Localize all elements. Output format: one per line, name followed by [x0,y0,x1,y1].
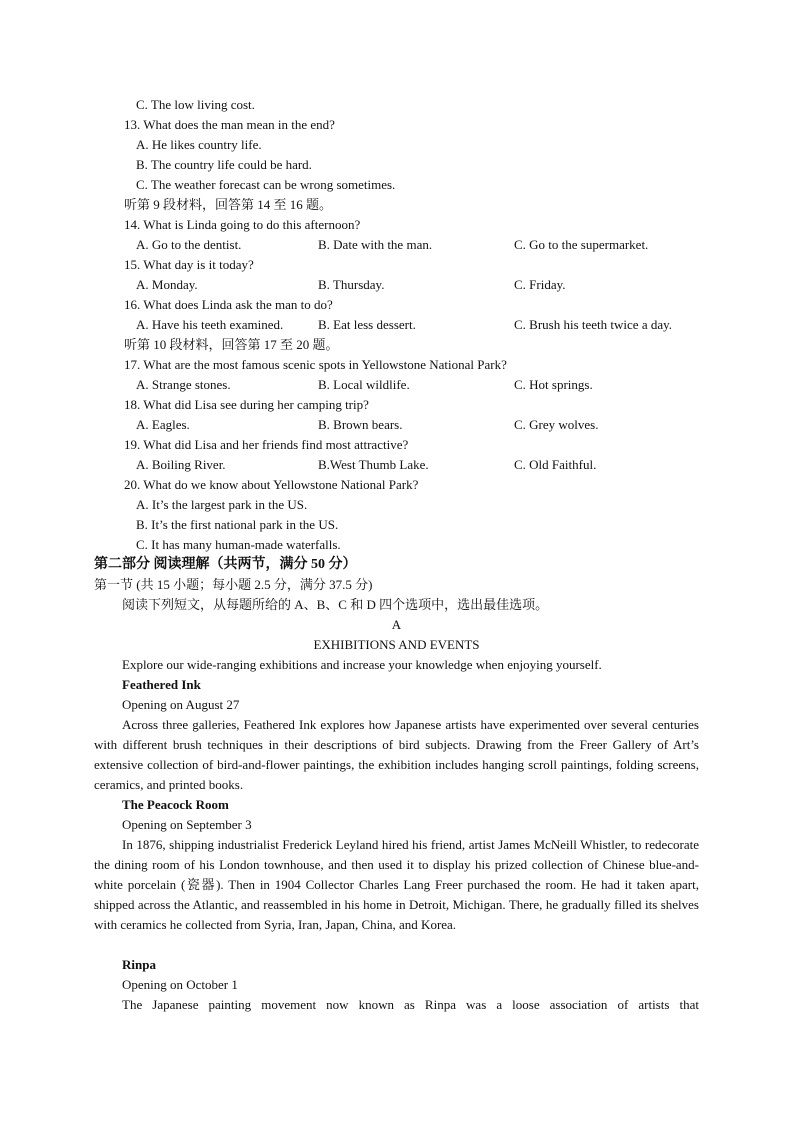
q18-option-b: B. Brown bears. [318,417,403,432]
q20-option-a: A. It’s the largest park in the US. [136,497,308,512]
passage-title: EXHIBITIONS AND EVENTS [313,637,480,652]
section-9-instruction: 听第 9 段材料，回答第 14 至 16 题。 [124,197,333,212]
feathered-ink-opening: Opening on August 27 [122,697,240,712]
feathered-ink-body [94,715,699,795]
q15-option-a: A. Monday. [136,277,198,292]
q13-question: 13. What does the man mean in the end? [124,117,335,132]
q20-question: 20. What do we know about Yellowstone National Park? [124,477,419,492]
q14-option-a: A. Go to the dentist. [136,237,242,252]
part-2-heading: 第二部分 阅读理解（共两节，满分 50 分） [94,557,357,572]
q14-option-b: B. Date with the man. [318,237,433,252]
q18-question: 18. What did Lisa see during her camping trip? [124,397,369,412]
q13-option-b: B. The country life could be hard. [136,157,312,172]
rinpa-title: Rinpa [122,957,156,972]
q16-option-b: B. Eat less dessert. [318,317,416,332]
rinpa-body [94,995,699,1015]
q19-option-b: B.West Thumb Lake. [318,457,429,472]
peacock-room-opening: Opening on September 3 [122,817,252,832]
q14-option-c: C. Go to the supermarket. [514,237,649,252]
passage-intro: Explore our wide-ranging exhibitions and increase your knowledge when enjoying yourself. [122,657,602,672]
q19-option-c: C. Old Faithful. [514,457,597,472]
q18-option-a: A. Eagles. [136,417,190,432]
q18-option-c: C. Grey wolves. [514,417,599,432]
q13-option-c: C. The weather forecast can be wrong sometimes. [136,177,396,192]
q16-question: 16. What does Linda ask the man to do? [124,297,333,312]
peacock-room-title: The Peacock Room [122,797,229,812]
q19-option-a: A. Boiling River. [136,457,226,472]
reading-instruction: 阅读下列短文，从每题所给的 A、B、C 和 D 四个选项中，选出最佳选项。 [122,597,549,612]
q14-question: 14. What is Linda going to do this afternoon? [124,217,361,232]
q16-option-c: C. Brush his teeth twice a day. [514,317,673,332]
q15-option-b: B. Thursday. [318,277,385,292]
section-10-instruction: 听第 10 段材料，回答第 17 至 20 题。 [124,337,339,352]
peacock-room-body [94,835,699,935]
q16-option-a: A. Have his teeth examined. [136,317,284,332]
q17-option-b: B. Local wildlife. [318,377,410,392]
section-1-heading: 第一节 (共 15 小题；每小题 2.5 分，满分 37.5 分) [94,577,373,592]
q13-option-a: A. He likes country life. [136,137,262,152]
feathered-ink-title: Feathered Ink [122,677,201,692]
rinpa-text: The Japanese painting movement now known as Rinpa was a loose association of artists that [122,997,699,1012]
q20-option-b: B. It’s the first national park in the US. [136,517,339,532]
peacock-room-text: In 1876, shipping industrialist Frederick Leyland hired his friend, artist James McNeill Whistler, to redecorate the dining room of his London townhouse, and then used it to display his prized collection of Chinese blue-and-white porcelain (瓷器). Then in 1904 Collector Charles Lang Freer purchased the room. He had it taken apart, shipped across the Atlantic, and reassembled in his home in Detroit, Michigan. There, he gradually filled its shelves with ceramics he collected from Syria, Iran, Japan, China, and Korea. [94,837,699,932]
q17-option-c: C. Hot springs. [514,377,593,392]
q20-option-c: C. It has many human-made waterfalls. [136,537,341,552]
q17-option-a: A. Strange stones. [136,377,231,392]
q19-question: 19. What did Lisa and her friends find most attractive? [124,437,409,452]
rinpa-opening: Opening on October 1 [122,977,238,992]
q15-question: 15. What day is it today? [124,257,254,272]
feathered-ink-text: Across three galleries, Feathered Ink explores how Japanese artists have experimented over several centuries with different brush techniques in their descriptions of bird subjects. Drawing from the Freer Gallery of Art’s extensive collection of bird-and-flower paintings, the exhibition includes hanging scroll paintings, folding screens, ceramics, and printed books. [94,717,699,792]
passage-letter: A [391,617,402,632]
q12-option-c: C. The low living cost. [136,97,255,112]
q17-question: 17. What are the most famous scenic spots in Yellowstone National Park? [124,357,507,372]
q15-option-c: C. Friday. [514,277,566,292]
